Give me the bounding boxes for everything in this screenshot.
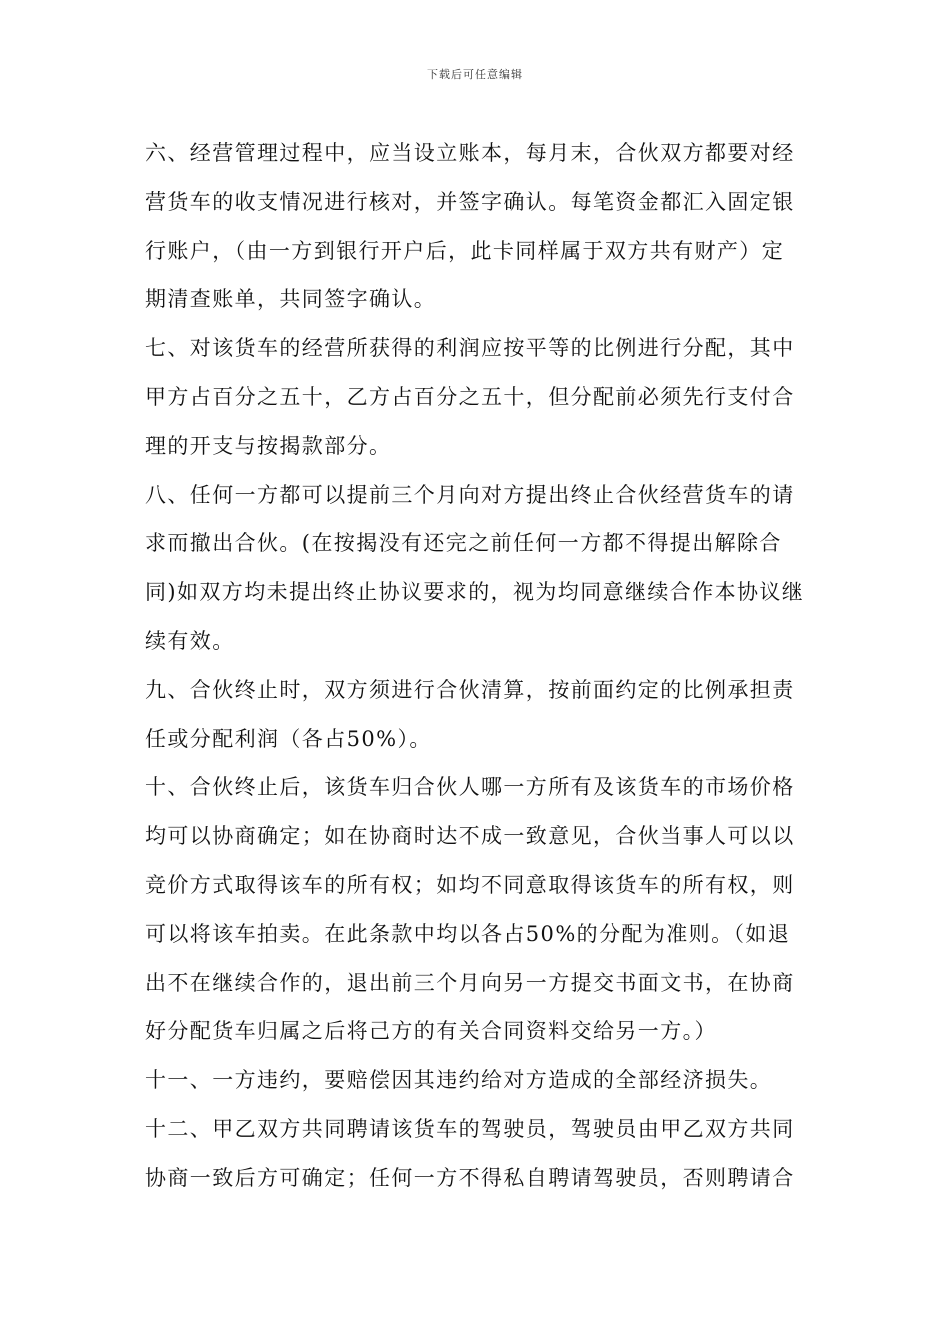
text-line: 甲方占百分之五十，乙方占百分之五十，但分配前必须先行支付合 — [145, 384, 795, 409]
text-line: 可以将该车拍卖。在此条款中均以各占50%的分配为准则。（如退 — [145, 921, 791, 946]
text-line: 好分配货车归属之后将己方的有关合同资料交给另一方。） — [145, 1019, 717, 1044]
text-line: 七、对该货车的经营所获得的利润应按平等的比例进行分配，其中 — [145, 336, 795, 361]
text-line: 竞价方式取得该车的所有权；如均不同意取得该货车的所有权，则 — [145, 872, 795, 897]
text-line: 理的开支与按揭款部分。 — [145, 433, 392, 458]
text-line: 期清查账单，共同签字确认。 — [145, 287, 437, 312]
text-line: 六、经营管理过程中，应当设立账本，每月末，合伙双方都要对经 — [145, 141, 795, 165]
text-line: 任或分配利润（各占50%）。 — [145, 726, 432, 751]
text-line: 协商一致后方可确定；任何一方不得私自聘请驾驶员，否则聘请合 — [145, 1165, 795, 1190]
text-line: 十二、甲乙双方共同聘请该货车的驾驶员，驾驶员由甲乙双方共同 — [145, 1116, 795, 1141]
document-body — [145, 129, 809, 1203]
text-line: 同)如双方均未提出终止协议要求的，视为均同意继续合作本协议继 — [145, 580, 805, 605]
text-line: 九、合伙终止时，双方须进行合伙清算，按前面约定的比例承担责 — [145, 677, 795, 702]
text-line: 续有效。 — [145, 628, 235, 653]
text-line: 十一、一方违约，要赔偿因其违约给对方造成的全部经济损失。 — [145, 1068, 773, 1093]
header-note: 下载后可任意编辑 — [427, 68, 523, 81]
text-line: 均可以协商确定；如在协商时达不成一致意见，合伙当事人可以以 — [145, 824, 795, 849]
text-line: 行账户，（由一方到银行开户后，此卡同样属于双方共有财产）定 — [145, 238, 785, 263]
text-line: 营货车的收支情况进行核对，并签字确认。每笔资金都汇入固定银 — [145, 189, 795, 214]
text-line: 十、合伙终止后，该货车归合伙人哪一方所有及该货车的市场价格 — [145, 775, 795, 800]
text-line: 求而撤出合伙。(在按揭没有还完之前任何一方都不得提出解除合 — [145, 531, 782, 556]
text-line: 八、任何一方都可以提前三个月向对方提出终止合伙经营货车的请 — [145, 482, 795, 507]
text-line: 出不在继续合作的，退出前三个月向另一方提交书面文书，在协商 — [145, 970, 795, 995]
